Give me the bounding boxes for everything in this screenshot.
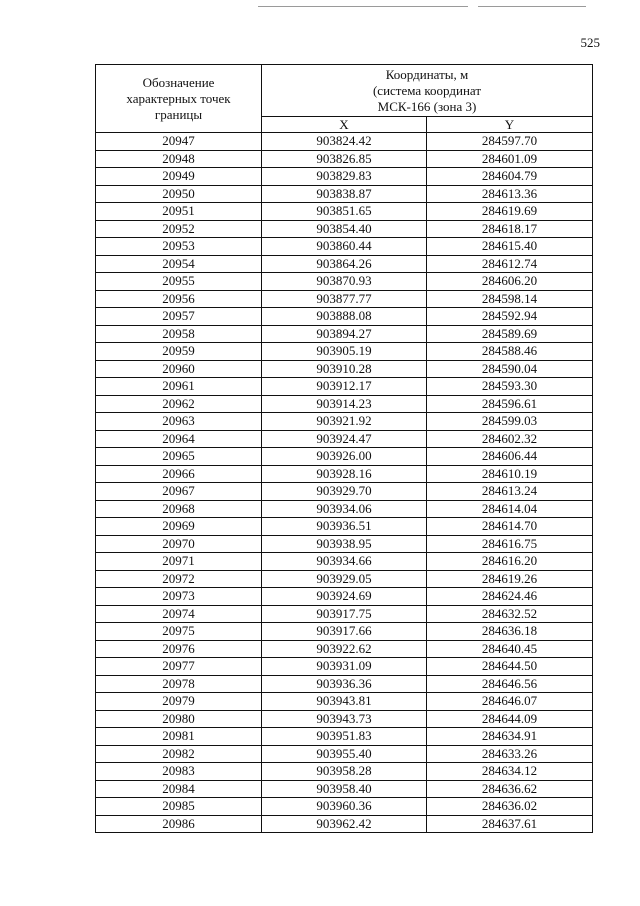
y-coordinate-cell: 284599.03 [427,413,593,431]
point-id-cell: 20949 [96,168,262,186]
y-coordinate-cell: 284624.46 [427,588,593,606]
table-row [96,605,593,623]
point-id-cell: 20966 [96,465,262,483]
coordinates-header-line3: МСК-166 (зона 3) [377,99,477,114]
table-row [96,133,593,151]
x-coordinate-cell: 903955.40 [262,745,427,763]
point-id-cell: 20972 [96,570,262,588]
y-coordinate-cell: 284637.61 [427,815,593,833]
point-id-cell: 20963 [96,413,262,431]
x-coordinate-cell: 903943.73 [262,710,427,728]
x-coordinate-cell: 903826.85 [262,150,427,168]
y-coordinate-cell: 284619.69 [427,203,593,221]
point-id-cell: 20959 [96,343,262,361]
x-coordinate-cell: 903910.28 [262,360,427,378]
x-coordinate-cell: 903934.06 [262,500,427,518]
table-row [96,290,593,308]
point-id-cell: 20955 [96,273,262,291]
table-row [96,553,593,571]
table-row [96,518,593,536]
point-id-cell: 20951 [96,203,262,221]
point-id-cell: 20968 [96,500,262,518]
x-coordinate-cell: 903838.87 [262,185,427,203]
point-id-cell: 20973 [96,588,262,606]
x-coordinate-cell: 903958.28 [262,763,427,781]
x-coordinate-cell: 903829.83 [262,168,427,186]
y-coordinate-cell: 284644.50 [427,658,593,676]
point-id-cell: 20977 [96,658,262,676]
y-column-header: Y [427,117,593,133]
x-coordinate-cell: 903931.09 [262,658,427,676]
x-coordinate-cell: 903936.51 [262,518,427,536]
y-coordinate-cell: 284596.61 [427,395,593,413]
y-coordinate-cell: 284613.24 [427,483,593,501]
x-coordinate-cell: 903938.95 [262,535,427,553]
point-id-cell: 20950 [96,185,262,203]
y-coordinate-cell: 284615.40 [427,238,593,256]
point-id-cell: 20980 [96,710,262,728]
x-coordinate-cell: 903960.36 [262,798,427,816]
table-row [96,500,593,518]
table-row [96,728,593,746]
y-coordinate-cell: 284644.09 [427,710,593,728]
table-row [96,570,593,588]
table-body [96,133,593,833]
x-coordinate-cell: 903928.16 [262,465,427,483]
page-number: 525 [580,35,600,50]
x-coordinate-cell: 903921.92 [262,413,427,431]
y-coordinate-cell: 284616.75 [427,535,593,553]
point-id-cell: 20979 [96,693,262,711]
y-coordinate-cell: 284632.52 [427,605,593,623]
point-id-cell: 20986 [96,815,262,833]
table-row [96,658,593,676]
x-coordinate-cell: 903894.27 [262,325,427,343]
point-id-cell: 20960 [96,360,262,378]
x-coordinate-cell: 903905.19 [262,343,427,361]
point-id-cell: 20961 [96,378,262,396]
x-coordinate-cell: 903962.42 [262,815,427,833]
table-row [96,168,593,186]
table-row [96,343,593,361]
designation-header-text: Обозначение характерных точек границы [126,74,231,122]
table-row [96,640,593,658]
x-coordinate-cell: 903922.62 [262,640,427,658]
table-row [96,763,593,781]
y-coordinate-cell: 284614.04 [427,500,593,518]
y-coordinate-cell: 284636.02 [427,798,593,816]
table-row [96,203,593,221]
y-coordinate-cell: 284640.45 [427,640,593,658]
table-row [96,255,593,273]
point-id-cell: 20975 [96,623,262,641]
point-id-cell: 20964 [96,430,262,448]
y-coordinate-cell: 284606.20 [427,273,593,291]
x-coordinate-cell: 903877.77 [262,290,427,308]
table-row [96,815,593,833]
point-id-cell: 20958 [96,325,262,343]
table-row [96,483,593,501]
x-coordinate-cell: 903936.36 [262,675,427,693]
x-coordinate-cell: 903934.66 [262,553,427,571]
x-coordinate-cell: 903824.42 [262,133,427,151]
table-row [96,360,593,378]
x-coordinate-cell: 903860.44 [262,238,427,256]
point-id-cell: 20967 [96,483,262,501]
y-coordinate-cell: 284606.44 [427,448,593,466]
point-id-cell: 20969 [96,518,262,536]
point-id-cell: 20952 [96,220,262,238]
designation-header [96,65,262,133]
table-row [96,220,593,238]
point-id-cell: 20985 [96,798,262,816]
table-row [96,675,593,693]
point-id-cell: 20984 [96,780,262,798]
point-id-cell: 20978 [96,675,262,693]
y-coordinate-cell: 284598.14 [427,290,593,308]
y-coordinate-cell: 284636.18 [427,623,593,641]
table-row [96,710,593,728]
coordinates-group-header [262,65,593,117]
coordinates-header-line1: Координаты, м [385,67,469,82]
x-coordinate-cell: 903943.81 [262,693,427,711]
table-row [96,395,593,413]
y-coordinate-cell: 284636.62 [427,780,593,798]
y-coordinate-cell: 284610.19 [427,465,593,483]
x-coordinate-cell: 903924.69 [262,588,427,606]
y-coordinate-cell: 284614.70 [427,518,593,536]
x-coordinate-cell: 903951.83 [262,728,427,746]
table-row [96,378,593,396]
point-id-cell: 20965 [96,448,262,466]
x-coordinate-cell: 903854.40 [262,220,427,238]
table-row [96,325,593,343]
y-coordinate-cell: 284634.12 [427,763,593,781]
table-row [96,185,593,203]
x-coordinate-cell: 903917.75 [262,605,427,623]
y-coordinate-cell: 284616.20 [427,553,593,571]
table-row [96,430,593,448]
point-id-cell: 20983 [96,763,262,781]
point-id-cell: 20953 [96,238,262,256]
table-row [96,588,593,606]
x-coordinate-cell: 903929.70 [262,483,427,501]
x-coordinate-cell: 903851.65 [262,203,427,221]
coordinates-header-line2: (система координат [372,83,482,98]
y-coordinate-cell: 284602.32 [427,430,593,448]
table-row [96,448,593,466]
x-coordinate-cell: 903929.05 [262,570,427,588]
point-id-cell: 20976 [96,640,262,658]
point-id-cell: 20957 [96,308,262,326]
y-coordinate-cell: 284588.46 [427,343,593,361]
x-coordinate-cell: 903888.08 [262,308,427,326]
y-coordinate-cell: 284634.91 [427,728,593,746]
x-coordinate-cell: 903917.66 [262,623,427,641]
y-coordinate-cell: 284613.36 [427,185,593,203]
scan-top-line-right [478,6,586,7]
table-row [96,535,593,553]
point-id-cell: 20970 [96,535,262,553]
table-row [96,623,593,641]
table-header [96,65,593,133]
table-row [96,150,593,168]
table-row [96,780,593,798]
y-coordinate-cell: 284589.69 [427,325,593,343]
y-coordinate-cell: 284597.70 [427,133,593,151]
x-coordinate-cell: 903864.26 [262,255,427,273]
y-coordinate-cell: 284646.56 [427,675,593,693]
table-row [96,413,593,431]
x-coordinate-cell: 903924.47 [262,430,427,448]
table-row [96,465,593,483]
table-row [96,273,593,291]
x-coordinate-cell: 903870.93 [262,273,427,291]
point-id-cell: 20974 [96,605,262,623]
x-coordinate-cell: 903912.17 [262,378,427,396]
point-id-cell: 20954 [96,255,262,273]
table-row [96,693,593,711]
coordinates-table [95,64,593,833]
y-coordinate-cell: 284612.74 [427,255,593,273]
point-id-cell: 20982 [96,745,262,763]
y-coordinate-cell: 284592.94 [427,308,593,326]
table-row [96,798,593,816]
point-id-cell: 20956 [96,290,262,308]
point-id-cell: 20981 [96,728,262,746]
table-row [96,238,593,256]
point-id-cell: 20947 [96,133,262,151]
y-coordinate-cell: 284601.09 [427,150,593,168]
table-row [96,308,593,326]
point-id-cell: 20948 [96,150,262,168]
y-coordinate-cell: 284604.79 [427,168,593,186]
x-coordinate-cell: 903914.23 [262,395,427,413]
x-coordinate-cell: 903926.00 [262,448,427,466]
scan-top-line [258,6,468,7]
y-coordinate-cell: 284619.26 [427,570,593,588]
y-coordinate-cell: 284593.30 [427,378,593,396]
y-coordinate-cell: 284618.17 [427,220,593,238]
table-row [96,745,593,763]
x-coordinate-cell: 903958.40 [262,780,427,798]
x-column-header: X [262,117,427,133]
point-id-cell: 20971 [96,553,262,571]
y-coordinate-cell: 284646.07 [427,693,593,711]
point-id-cell: 20962 [96,395,262,413]
y-coordinate-cell: 284590.04 [427,360,593,378]
y-coordinate-cell: 284633.26 [427,745,593,763]
